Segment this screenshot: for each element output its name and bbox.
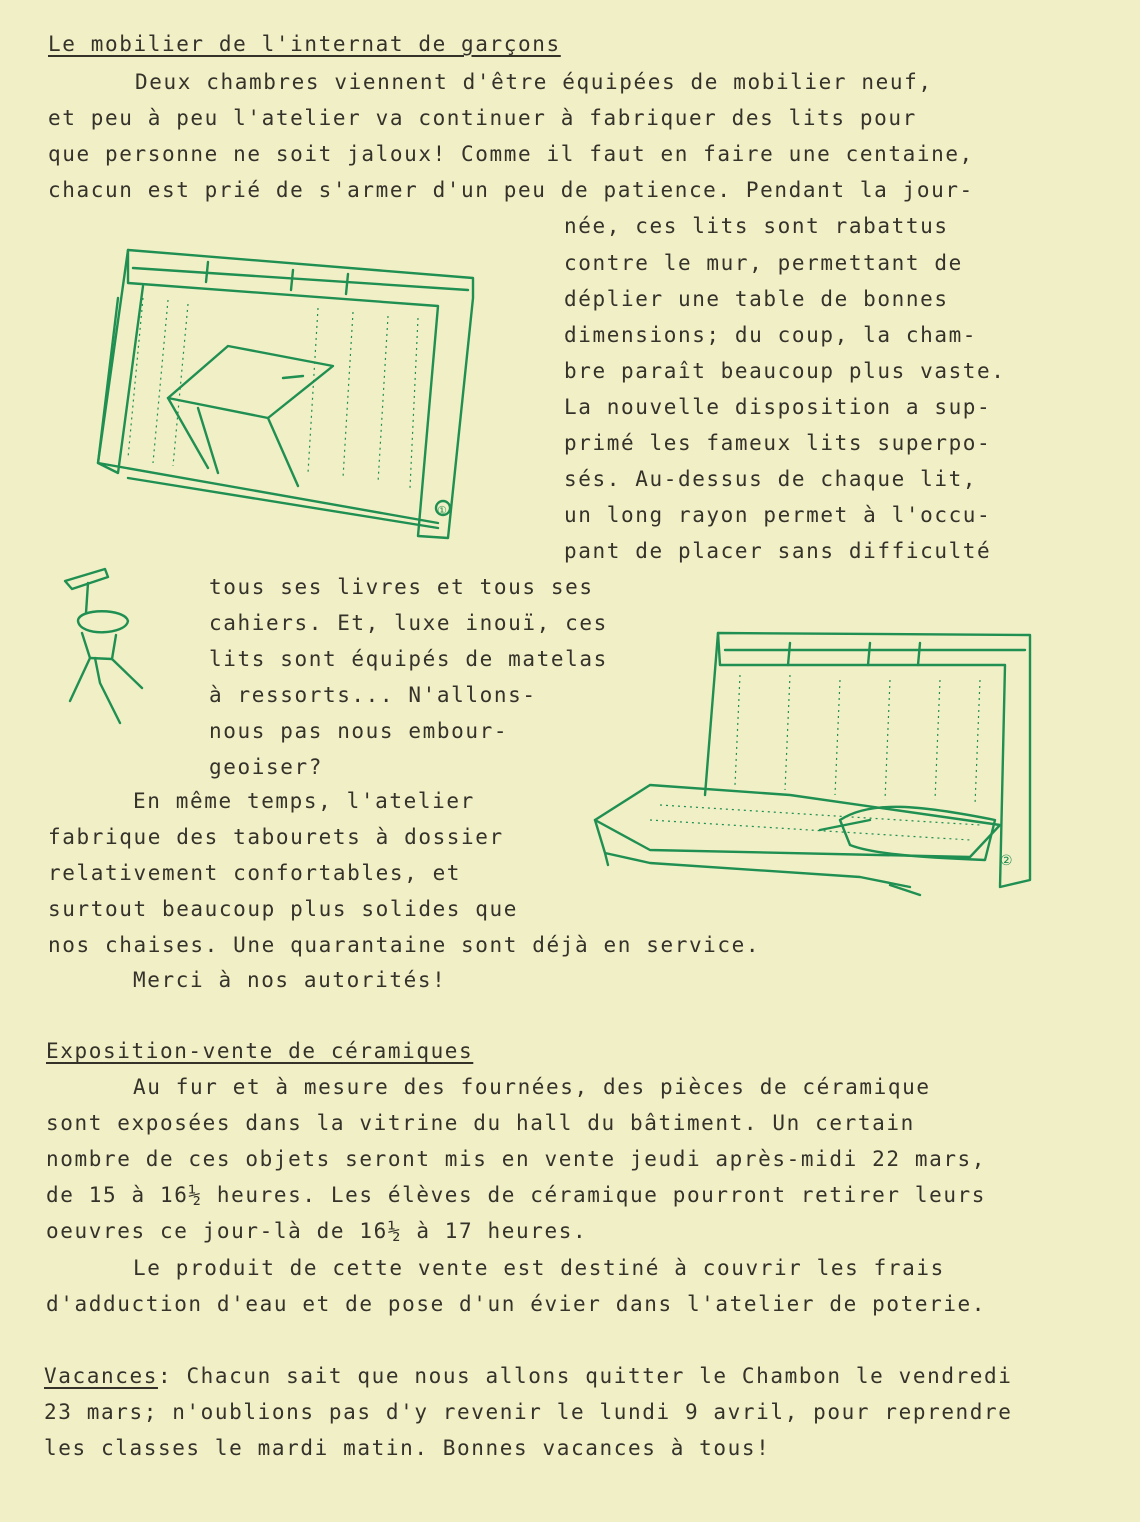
text-line: pant de placer sans difficulté <box>564 539 992 563</box>
text-line: nombre de ces objets seront mis en vente jeudi après-midi 22 mars, <box>46 1147 987 1171</box>
article-title-vacances: Vacances <box>44 1364 158 1388</box>
text-line: lits sont équipés de matelas <box>209 647 608 671</box>
text-line: d'adduction d'eau et de pose d'un évier dans l'atelier de poterie. <box>46 1292 987 1316</box>
article-title-exposition: Exposition-vente de céramiques <box>46 1039 474 1063</box>
vacances-first-line <box>44 1362 1013 1390</box>
text-line: surtout beaucoup plus solides que <box>48 897 519 921</box>
text-line: cahiers. Et, luxe inouï, ces <box>209 611 608 635</box>
stool-illustration <box>60 563 160 728</box>
text-line: Le produit de cette vente est destiné à couvrir les frais <box>133 1256 945 1280</box>
text-line: à ressorts... N'allons- <box>209 683 537 707</box>
text-line: Au fur et à mesure des fournées, des pièces de céramique <box>133 1075 931 1099</box>
text-line: tous ses livres et tous ses <box>209 575 594 599</box>
text-line: nos chaises. Une quarantaine sont déjà en service. <box>48 933 761 957</box>
text-line: nous pas nous embour- <box>209 719 509 743</box>
text-line: fabrique des tabourets à dossier <box>48 825 504 849</box>
text-line: La nouvelle disposition a sup- <box>564 395 992 419</box>
text-line: dimensions; du coup, la cham- <box>564 323 978 347</box>
text-line: Deux chambres viennent d'être équipées de mobilier neuf, <box>135 70 933 94</box>
text-line: née, ces lits sont rabattus <box>564 214 949 238</box>
text-line: oeuvres ce jour-là de 16½ à 17 heures. <box>46 1219 588 1243</box>
text-line: et peu à peu l'atelier va continuer à fabriquer des lits pour <box>48 106 917 130</box>
text-line: sont exposées dans la vitrine du hall du bâtiment. Un certain <box>46 1111 915 1135</box>
text-line: que personne ne soit jaloux! Comme il faut en faire une centaine, <box>48 142 974 166</box>
text-line: les classes le mardi matin. Bonnes vacances à tous! <box>44 1436 771 1460</box>
text-line: : Chacun sait que nous allons quitter le Chambon le vendredi <box>157 1364 1013 1388</box>
folding-desk-illustration <box>88 238 488 543</box>
text-line: primé les fameux lits superpo- <box>564 431 992 455</box>
text-line: déplier une table de bonnes <box>564 287 949 311</box>
text-line: un long rayon permet à l'occu- <box>564 503 992 527</box>
text-line: chacun est prié de s'armer d'un peu de patience. Pendant la jour- <box>48 178 974 202</box>
article-title-mobilier: Le mobilier de l'internat de garçons <box>48 32 561 56</box>
text-line: Merci à nos autorités! <box>133 968 447 992</box>
text-line: bre paraît beaucoup plus vaste. <box>564 359 1006 383</box>
text-line: 23 mars; n'oublions pas d'y revenir le lundi 9 avril, pour reprendre <box>44 1400 1013 1424</box>
text-line: relativement confortables, et <box>48 861 462 885</box>
text-line: de 15 à 16½ heures. Les élèves de céramique pourront retirer leurs <box>46 1183 987 1207</box>
desk-label: ① <box>437 504 447 517</box>
text-line: geoiser? <box>209 755 323 779</box>
text-line: sés. Au-dessus de chaque lit, <box>564 467 978 491</box>
text-line: En même temps, l'atelier <box>133 789 475 813</box>
wall-bed-illustration <box>590 625 1040 910</box>
text-line: contre le mur, permettant de <box>564 251 963 275</box>
bed-label: ② <box>1000 853 1013 869</box>
